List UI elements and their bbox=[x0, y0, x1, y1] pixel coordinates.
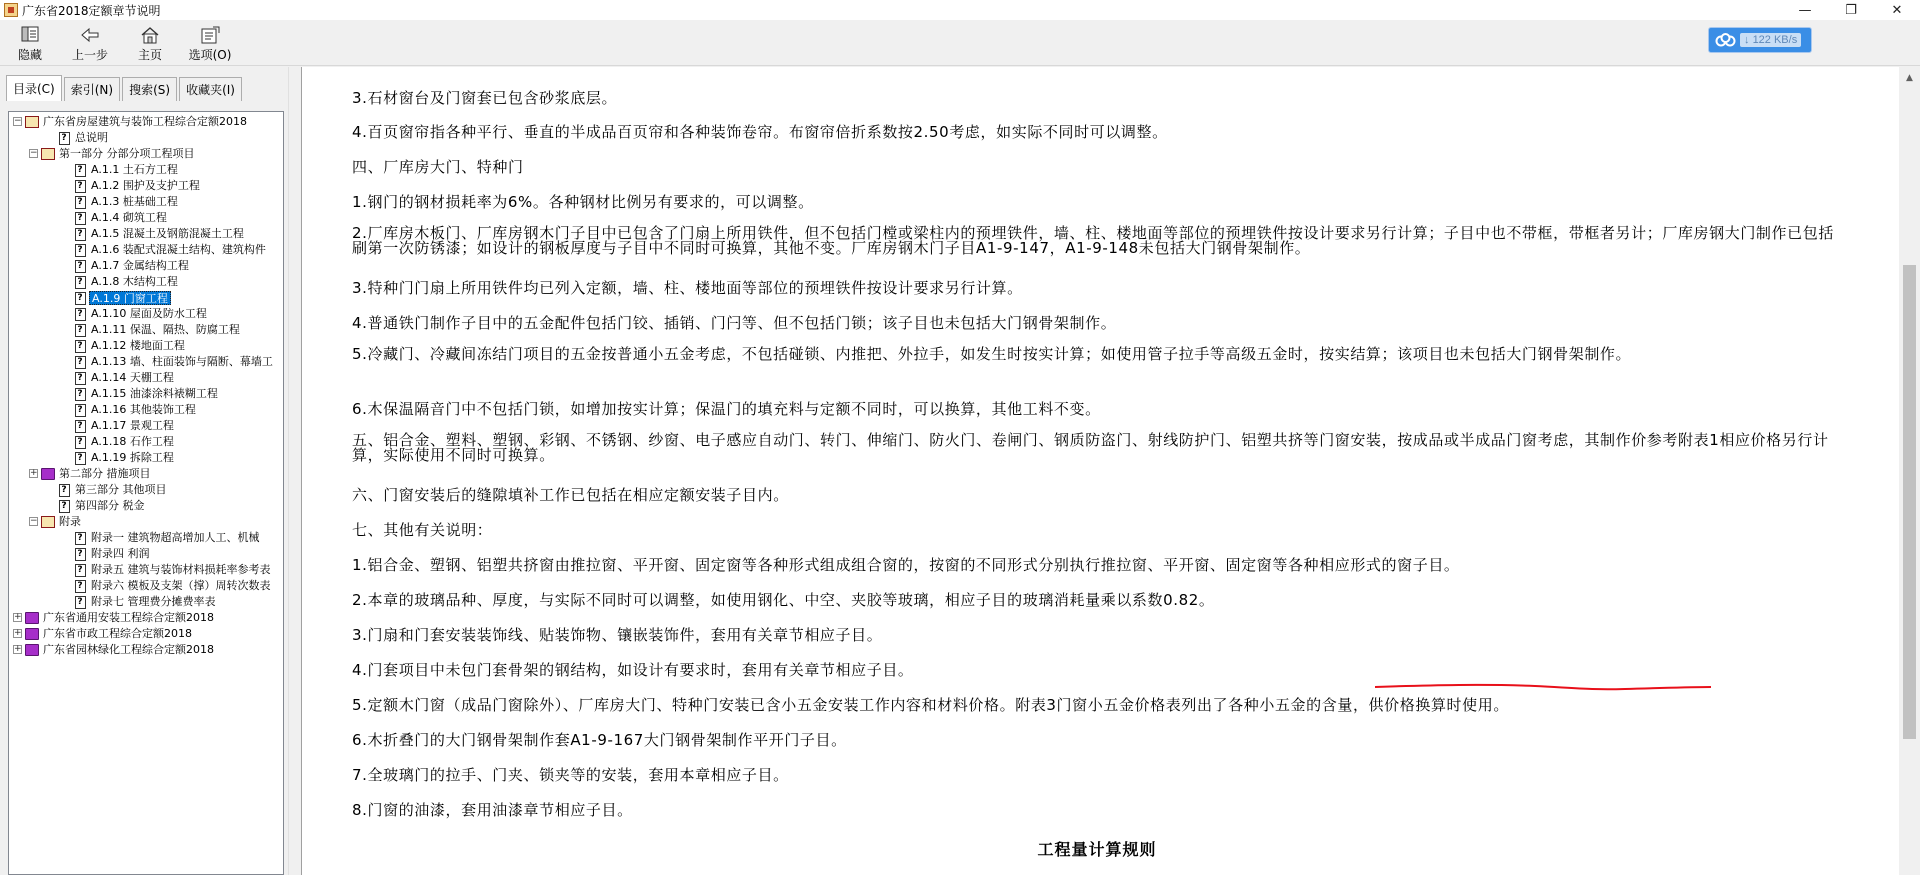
tree-item[interactable] bbox=[9, 386, 283, 402]
help-page-icon bbox=[73, 547, 87, 561]
home-button-label: 主页 bbox=[137, 47, 162, 62]
tree-item-label[interactable]: A.1.12 楼地面工程 bbox=[91, 339, 185, 352]
help-page-icon bbox=[73, 211, 87, 225]
help-page-icon bbox=[73, 419, 87, 433]
tab-contents[interactable]: 目录(C) bbox=[6, 75, 62, 101]
tree-item-label[interactable]: A.1.17 景观工程 bbox=[91, 419, 174, 432]
doc-paragraph: 3.特种门门扇上所用铁件均已列入定额，墙、柱、楼地面等部位的预埋铁件按设计要求另行计算。 bbox=[352, 279, 1023, 297]
help-page-icon bbox=[73, 435, 87, 449]
options-button-label: 选项(O) bbox=[188, 47, 232, 62]
tree-item[interactable] bbox=[9, 370, 283, 386]
minimize-button[interactable]: — bbox=[1798, 2, 1812, 18]
tree-item-icon-glyph: ? bbox=[75, 372, 86, 385]
tree-item[interactable] bbox=[9, 194, 283, 210]
help-page-icon bbox=[73, 355, 87, 369]
tree-item-label[interactable]: A.1.19 拆除工程 bbox=[91, 451, 174, 464]
tree-item[interactable] bbox=[9, 354, 283, 370]
doc-paragraph: 6.木保温隔音门中不包括门锁，如增加按实计算；保温门的填充料与定额不同时，可以换算，其他工料不变。 bbox=[352, 400, 1101, 418]
tree-item-icon-glyph bbox=[25, 116, 39, 128]
tree-list bbox=[9, 112, 283, 658]
tree-item-label[interactable]: A.1.8 木结构工程 bbox=[91, 275, 178, 288]
expand-icon[interactable]: + bbox=[14, 628, 22, 638]
help-page-icon bbox=[73, 179, 87, 193]
help-page-icon bbox=[73, 227, 87, 241]
tree-item-icon-glyph: ? bbox=[75, 404, 86, 417]
collapse-icon[interactable]: − bbox=[14, 116, 22, 126]
back-button[interactable] bbox=[60, 20, 120, 66]
help-page-icon bbox=[73, 387, 87, 401]
tree-item-label[interactable]: A.1.7 金属结构工程 bbox=[91, 259, 189, 272]
doc-paragraph: 七、其他有关说明： bbox=[352, 521, 493, 539]
tree-item-label[interactable]: 第三部分 其他项目 bbox=[75, 483, 167, 496]
tree-item-label[interactable]: 第一部分 分部分项工程项目 bbox=[59, 147, 195, 160]
doc-paragraph: 3.石材窗台及门窗套已包含砂浆底层。 bbox=[352, 89, 618, 107]
scroll-up-arrow-icon[interactable]: ▲ bbox=[1906, 72, 1913, 83]
tree-item-icon-glyph: ? bbox=[75, 564, 86, 577]
tree-item-icon-glyph: ? bbox=[59, 132, 70, 145]
doc-paragraph: 8.门窗的油漆，套用油漆章节相应子目。 bbox=[352, 801, 633, 819]
tree-item[interactable] bbox=[9, 466, 283, 482]
tree-item[interactable] bbox=[9, 130, 283, 146]
tree-item[interactable] bbox=[9, 482, 283, 498]
tree-item[interactable] bbox=[9, 402, 283, 418]
closed-book-icon bbox=[25, 611, 39, 625]
help-page-icon bbox=[73, 371, 87, 385]
panel-splitter[interactable] bbox=[288, 67, 300, 875]
tree-item-icon-glyph bbox=[41, 148, 55, 160]
tree-item[interactable] bbox=[9, 178, 283, 194]
tree-item-icon-glyph: ? bbox=[59, 484, 70, 497]
tree-item-icon-glyph: ? bbox=[75, 212, 86, 225]
help-page-icon bbox=[73, 275, 87, 289]
tree-item-label[interactable]: 总说明 bbox=[75, 131, 108, 144]
tree-item-icon-glyph: ? bbox=[75, 356, 86, 369]
doc-paragraph: 四、厂库房大门、特种门 bbox=[352, 158, 524, 176]
tree-item-label[interactable]: 广东省通用安装工程综合定额2018 bbox=[43, 611, 214, 624]
document-view[interactable] bbox=[301, 67, 1899, 875]
tree-item-label[interactable]: A.1.11 保温、隔热、防腐工程 bbox=[91, 323, 240, 336]
tree-item-label[interactable]: 附录五 建筑与装饰材料损耗率参考表 bbox=[91, 563, 271, 576]
tree-item-label[interactable]: A.1.16 其他装饰工程 bbox=[91, 403, 196, 416]
tree-item-label[interactable]: A.1.4 砌筑工程 bbox=[91, 211, 167, 224]
doc-paragraph: 1.钢门的钢材损耗率为6%。各种钢材比例另有要求的，可以调整。 bbox=[352, 193, 814, 211]
doc-paragraph: 1.铝合金、塑钢、铝塑共挤窗由推拉窗、平开窗、固定窗等各种形式组成组合窗的，按窗的不同形式分别执行推拉窗、平开窗、固定窗等各种相应形式的窗子目。 bbox=[352, 556, 1460, 574]
tree-item-icon-glyph bbox=[25, 628, 39, 640]
doc-paragraph: 6.木折叠门的大门钢骨架制作套A1-9-167大门钢骨架制作平开门子目。 bbox=[352, 731, 847, 749]
tree-item[interactable] bbox=[9, 578, 283, 594]
doc-paragraph: 4.门套项目中未包门套骨架的钢结构，如设计有要求时，套用有关章节相应子目。 bbox=[352, 661, 914, 679]
tree-item-label[interactable]: 附录一 建筑物超高增加人工、机械 bbox=[91, 531, 260, 544]
tree-item[interactable] bbox=[9, 562, 283, 578]
tree-item-icon-glyph: ? bbox=[75, 228, 86, 241]
tree-item[interactable] bbox=[9, 418, 283, 434]
app-icon bbox=[4, 3, 18, 17]
title-bar bbox=[0, 0, 1920, 20]
doc-paragraph: 7.全玻璃门的拉手、门夹、锁夹等的安装，套用本章相应子目。 bbox=[352, 766, 789, 784]
tree-item[interactable] bbox=[9, 450, 283, 466]
tree-item-label[interactable]: A.1.13 墙、柱面装饰与隔断、幕墙工 bbox=[91, 355, 273, 368]
help-page-icon bbox=[73, 595, 87, 609]
tree-item-icon-glyph: ? bbox=[75, 420, 86, 433]
tree-item-icon-glyph bbox=[41, 468, 55, 480]
tree-item[interactable] bbox=[9, 306, 283, 322]
tree-item[interactable] bbox=[9, 290, 283, 306]
help-page-icon bbox=[73, 579, 87, 593]
tree-item[interactable] bbox=[9, 498, 283, 514]
tree-item-icon-glyph: ? bbox=[75, 340, 86, 353]
tree-item-icon-glyph: ? bbox=[75, 388, 86, 401]
closed-book-icon bbox=[41, 467, 55, 481]
doc-paragraph: 4.百页窗帘指各种平行、垂直的半成品百页帘和各种装饰卷帘。布窗帘倍折系数按2.50考虑，如实际不同时可以调整。 bbox=[352, 123, 1168, 141]
home-icon bbox=[138, 24, 162, 46]
tree-item-icon-glyph bbox=[41, 516, 55, 528]
tree-item-icon-glyph bbox=[25, 644, 39, 656]
doc-paragraph: 4.普通铁门制作子目中的五金配件包括门铰、插销、门闩等、但不包括门锁；该子目也未包括大门钢骨架制作。 bbox=[352, 314, 1117, 332]
help-page-icon bbox=[57, 499, 71, 513]
contents-tree[interactable] bbox=[8, 111, 284, 875]
doc-paragraph: 五、铝合金、塑料、塑钢、彩钢、不锈钢、纱窗、电子感应自动门、转门、伸缩门、防火门、卷闸门、钢质防盗门、射线防护门、铝塑共挤等门窗安装，按成品或半成品门窗考虑，其制作价参考附表1相应价格另行计算，实际使用不同时可换算。 bbox=[352, 431, 1829, 464]
help-page-icon bbox=[73, 323, 87, 337]
cloud-icon bbox=[1715, 32, 1737, 48]
help-page-icon bbox=[73, 307, 87, 321]
doc-paragraph: 六、门窗安装后的缝隙填补工作已包括在相应定额安装子目内。 bbox=[352, 486, 789, 504]
tree-item[interactable] bbox=[9, 338, 283, 354]
open-book-icon bbox=[25, 115, 39, 129]
tree-item-icon-glyph: ? bbox=[75, 596, 86, 609]
closed-book-icon bbox=[25, 627, 39, 641]
nav-tabs bbox=[6, 77, 244, 101]
tree-item[interactable] bbox=[9, 258, 283, 274]
vertical-scrollbar[interactable] bbox=[1899, 67, 1920, 875]
tree-item-label[interactable]: 广东省市政工程综合定额2018 bbox=[43, 627, 192, 640]
options-icon bbox=[198, 24, 222, 46]
help-page-icon bbox=[73, 451, 87, 465]
expand-icon[interactable]: + bbox=[14, 644, 22, 654]
tree-item-label[interactable]: 广东省园林绿化工程综合定额2018 bbox=[43, 643, 214, 656]
back-button-label: 上一步 bbox=[71, 47, 108, 62]
tree-item-icon-glyph: ? bbox=[75, 548, 86, 561]
tree-item[interactable] bbox=[9, 514, 283, 530]
tree-item-label[interactable]: 附录七 管理费分摊费率表 bbox=[91, 595, 216, 608]
help-page-icon bbox=[73, 259, 87, 273]
tab-favorites[interactable]: 收藏夹(I) bbox=[179, 77, 242, 101]
tree-item[interactable] bbox=[9, 322, 283, 338]
doc-paragraph: 5.冷藏门、冷藏间冻结门项目的五金按普通小五金考虑，不包括碰锁、内推把、外拉手，如发生时按实计算；如使用管子拉手等高级五金时，按实结算；该项目也未包括大门钢骨架制作。 bbox=[352, 345, 1632, 363]
tree-item-icon-glyph: ? bbox=[59, 500, 70, 513]
red-underline-annotation bbox=[1375, 681, 1711, 693]
tree-item-icon-glyph: ? bbox=[75, 276, 86, 289]
tree-item-label[interactable]: A.1.18 石作工程 bbox=[91, 435, 174, 448]
tree-item[interactable] bbox=[9, 626, 283, 642]
tree-item-icon-glyph: ? bbox=[75, 532, 86, 545]
tree-item-label[interactable]: A.1.15 油漆涂料裱糊工程 bbox=[91, 387, 218, 400]
tree-item[interactable] bbox=[9, 610, 283, 626]
options-button[interactable] bbox=[180, 20, 240, 66]
network-speed-value: ↓ 122 KB/s bbox=[1740, 33, 1801, 47]
window-title: 广东省2018定额章节说明 bbox=[22, 3, 161, 18]
collapse-icon[interactable]: − bbox=[30, 148, 38, 158]
tree-item-icon-glyph: ? bbox=[75, 324, 86, 337]
tree-item[interactable] bbox=[9, 434, 283, 450]
tree-item[interactable] bbox=[9, 162, 283, 178]
help-page-icon bbox=[57, 131, 71, 145]
tree-item-label[interactable]: 附录六 模板及支架（撑）周转次数表 bbox=[91, 579, 271, 592]
help-page-icon bbox=[57, 483, 71, 497]
tree-item-label[interactable]: 第四部分 税金 bbox=[75, 499, 145, 512]
tree-item[interactable] bbox=[9, 594, 283, 610]
hide-button[interactable] bbox=[0, 20, 60, 66]
navigation-panel bbox=[0, 67, 288, 875]
tree-item-icon-glyph bbox=[25, 612, 39, 624]
tree-item-icon-glyph: ? bbox=[75, 196, 86, 209]
tree-item-label[interactable]: 第二部分 措施项目 bbox=[59, 467, 151, 480]
hide-icon bbox=[18, 24, 42, 46]
expand-icon[interactable]: + bbox=[14, 612, 22, 622]
tree-item[interactable] bbox=[9, 274, 283, 290]
tree-item[interactable] bbox=[9, 642, 283, 658]
window-controls bbox=[1782, 0, 1920, 20]
open-book-icon bbox=[41, 147, 55, 161]
tree-item-icon-glyph: ? bbox=[75, 164, 86, 177]
tree-item-label[interactable]: A.1.14 天棚工程 bbox=[91, 371, 174, 384]
toolbar bbox=[0, 20, 1920, 66]
back-arrow-icon bbox=[78, 24, 102, 46]
tree-item-label[interactable]: A.1.2 围护及支护工程 bbox=[91, 179, 200, 192]
tree-item-icon-glyph: ? bbox=[75, 180, 86, 193]
open-book-icon bbox=[41, 515, 55, 529]
maximize-button[interactable]: ❐ bbox=[1845, 2, 1857, 18]
tree-item[interactable] bbox=[9, 242, 283, 258]
network-speed-badge[interactable] bbox=[1708, 27, 1812, 53]
expand-icon[interactable]: + bbox=[30, 468, 38, 478]
collapse-icon[interactable]: − bbox=[30, 516, 38, 526]
tab-search[interactable]: 搜索(S) bbox=[122, 77, 177, 101]
tree-item[interactable] bbox=[9, 146, 283, 162]
tree-item-label[interactable]: 附录四 利润 bbox=[91, 547, 150, 560]
help-page-icon bbox=[73, 403, 87, 417]
tree-item-icon-glyph: ? bbox=[75, 260, 86, 273]
help-page-icon bbox=[73, 163, 87, 177]
doc-paragraph: 3.门扇和门套安装装饰线、贴装饰物、镶嵌装饰件，套用有关章节相应子目。 bbox=[352, 626, 883, 644]
tree-item-label[interactable]: A.1.1 土石方工程 bbox=[91, 163, 178, 176]
tree-item[interactable] bbox=[9, 226, 283, 242]
help-page-icon bbox=[73, 531, 87, 545]
help-page-icon bbox=[73, 195, 87, 209]
doc-paragraph: 5.定额木门窗（成品门窗除外）、厂库房大门、特种门安装已含小五金安装工作内容和材料价格。附表3门窗小五金价格表列出了各种小五金的含量，供价格换算时使用。 bbox=[352, 696, 1509, 714]
tree-item-label[interactable]: 广东省房屋建筑与装饰工程综合定额2018 bbox=[43, 115, 247, 128]
home-button[interactable] bbox=[120, 20, 180, 66]
tree-item-label-selected[interactable]: A.1.9 门窗工程 bbox=[89, 291, 171, 305]
doc-paragraph: 2.本章的玻璃品种、厚度，与实际不同时可以调整，如使用钢化、中空、夹胶等玻璃，相应子目的玻璃消耗量乘以系数0.82。 bbox=[352, 591, 1215, 609]
help-page-icon bbox=[73, 563, 87, 577]
tree-item-label[interactable]: A.1.5 混凝土及钢筋混凝土工程 bbox=[91, 227, 244, 240]
tree-item-label[interactable]: 附录 bbox=[59, 515, 81, 528]
closed-book-icon bbox=[25, 643, 39, 657]
tree-item[interactable] bbox=[9, 546, 283, 562]
hide-button-label: 隐藏 bbox=[17, 47, 42, 62]
tree-item-label[interactable]: A.1.10 屋面及防水工程 bbox=[91, 307, 207, 320]
tree-item[interactable] bbox=[9, 114, 283, 130]
doc-paragraph: 2.厂库房木板门、厂库房钢木门子目中已包含了门扇上所用铁件，但不包括门樘或梁柱内的预埋铁件，墙、柱、楼地面等部位的预埋铁件按设计要求另行计算；子目中也不带框，带框者另计；厂库房钢大门制作已包括刷第一次防锈漆；如设计的钢板厚度与子目中不同时可换算，其他不变。厂库房钢木门子目A1-9-147，A1-9-148未包括大门钢骨架制作。 bbox=[352, 224, 1834, 257]
tree-item-icon-glyph: ? bbox=[75, 244, 86, 257]
help-page-icon bbox=[73, 291, 87, 305]
tree-item-label[interactable]: A.1.6 装配式混凝土结构、建筑构件 bbox=[91, 243, 266, 256]
help-page-icon bbox=[73, 243, 87, 257]
tab-index[interactable]: 索引(N) bbox=[64, 77, 120, 101]
tree-item-icon-glyph: ? bbox=[75, 452, 86, 465]
close-button[interactable]: ✕ bbox=[1891, 2, 1903, 18]
tree-item-icon-glyph: ? bbox=[75, 292, 86, 305]
tree-item-icon-glyph: ? bbox=[75, 308, 86, 321]
tree-item[interactable] bbox=[9, 530, 283, 546]
section-heading: 工程量计算规则 bbox=[1037, 840, 1157, 859]
network-speed-text: 122 KB/s bbox=[1752, 34, 1798, 46]
tree-item[interactable] bbox=[9, 210, 283, 226]
tree-item-icon-glyph: ? bbox=[75, 436, 86, 449]
help-page-icon bbox=[73, 339, 87, 353]
scroll-thumb[interactable] bbox=[1903, 265, 1916, 739]
tree-item-label[interactable]: A.1.3 桩基础工程 bbox=[91, 195, 178, 208]
tree-item-icon-glyph: ? bbox=[75, 580, 86, 593]
